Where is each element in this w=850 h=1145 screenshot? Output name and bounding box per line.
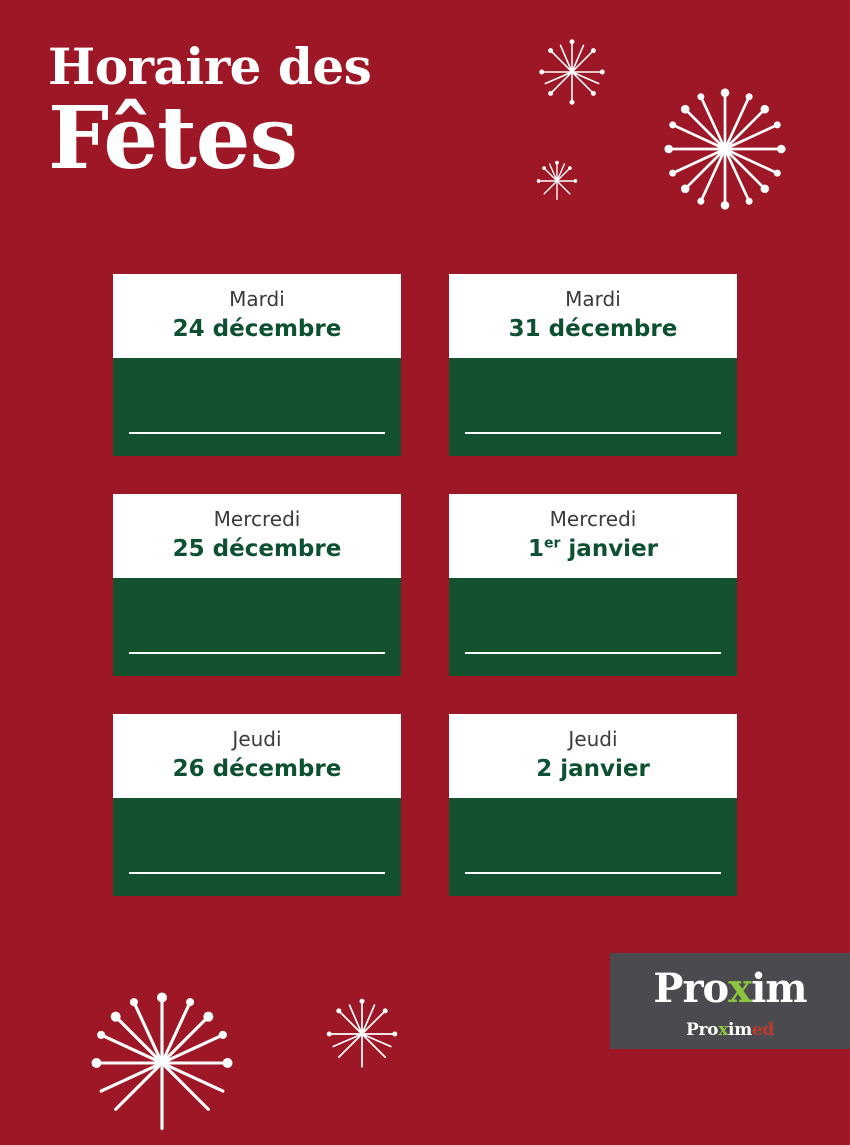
schedule-card-day: Mercredi — [549, 507, 637, 531]
proximed-mid: im — [728, 1020, 752, 1040]
schedule-card-date-number: 1 — [527, 536, 544, 562]
schedule-card-hours-area — [449, 358, 737, 456]
schedule-row — [113, 274, 737, 456]
snowflake-icon — [536, 36, 608, 112]
proxim-logo-post: im — [751, 965, 807, 1012]
schedule-row — [113, 714, 737, 896]
schedule-card-header — [449, 274, 737, 358]
snowflake-icon — [534, 158, 580, 208]
schedule-card-header — [449, 494, 737, 578]
page-title-line-2: Fêtes — [48, 88, 297, 189]
schedule-card-header — [113, 494, 401, 578]
schedule-card-date: 31 décembre — [508, 316, 678, 342]
schedule-card-header — [449, 714, 737, 798]
schedule-card-hours-area — [113, 358, 401, 456]
schedule-grid — [113, 274, 737, 934]
proximed-pre: Pro — [686, 1020, 719, 1040]
schedule-card-write-line — [129, 432, 385, 434]
proxim-logo — [610, 953, 850, 1049]
schedule-card-write-line — [129, 872, 385, 874]
schedule-card-date-month: janvier — [560, 536, 659, 562]
schedule-card-hours-area — [113, 578, 401, 676]
schedule-card-day: Jeudi — [232, 727, 282, 751]
schedule-card-write-line — [465, 652, 721, 654]
schedule-card-day: Mardi — [565, 287, 621, 311]
schedule-card-hours-area — [449, 798, 737, 896]
proximed-sub-wordmark — [610, 1020, 850, 1040]
schedule-card-hours-area — [113, 798, 401, 896]
schedule-card-date: 26 décembre — [172, 756, 342, 782]
proxim-logo-pre: Pro — [653, 965, 729, 1012]
schedule-card-hours-area — [449, 578, 737, 676]
schedule-card-date: 24 décembre — [172, 316, 342, 342]
snowflake-icon — [84, 985, 240, 1145]
schedule-card-date-suffix: er — [544, 535, 561, 552]
schedule-card-date: 25 décembre — [172, 536, 342, 562]
schedule-card-write-line — [465, 432, 721, 434]
schedule-row — [113, 494, 737, 676]
proximed-ed: ed — [751, 1020, 774, 1040]
schedule-card — [449, 494, 737, 676]
snowflake-icon — [658, 82, 792, 220]
snowflake-icon — [323, 995, 401, 1077]
schedule-card-date: 2 janvier — [536, 756, 650, 782]
schedule-card-day: Mardi — [229, 287, 285, 311]
schedule-card-write-line — [465, 872, 721, 874]
schedule-card-day: Jeudi — [568, 727, 618, 751]
schedule-card-header — [113, 274, 401, 358]
proxim-logo-wordmark — [610, 967, 850, 1011]
schedule-card-date — [459, 534, 727, 564]
page-title — [48, 37, 372, 189]
schedule-card — [113, 274, 401, 456]
schedule-card — [113, 714, 401, 896]
schedule-card — [449, 274, 737, 456]
proxim-logo-x-accent: x — [728, 965, 752, 1012]
schedule-card-header — [113, 714, 401, 798]
schedule-card-day: Mercredi — [213, 507, 301, 531]
page-title-line-1: Horaire des — [48, 37, 372, 96]
schedule-card — [113, 494, 401, 676]
schedule-card-write-line — [129, 652, 385, 654]
proximed-x-accent: x — [718, 1020, 729, 1040]
schedule-card — [449, 714, 737, 896]
